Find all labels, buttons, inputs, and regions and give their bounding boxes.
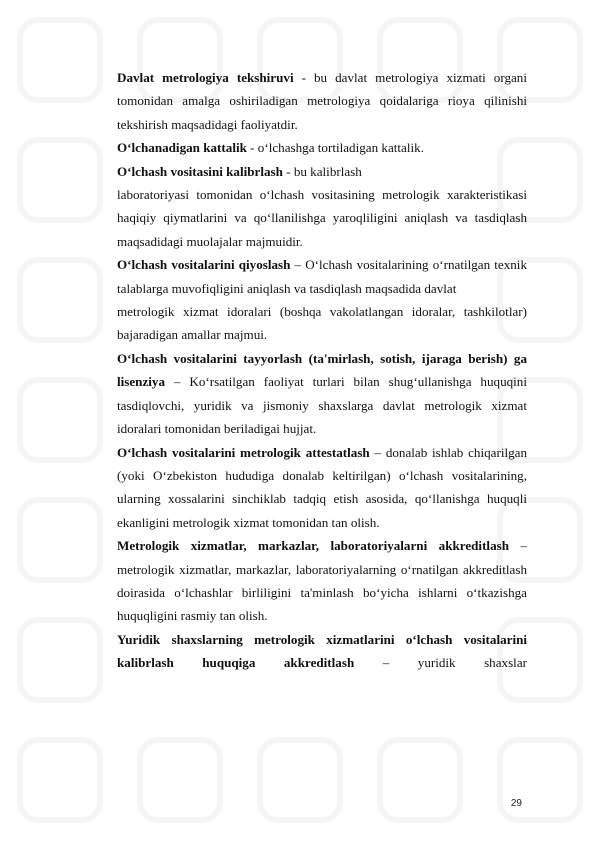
definition-term: O‘lchash vositalarini qiyoslash bbox=[117, 257, 291, 273]
definition-term: O‘lchash vositalarini tayyorlash (ta'mirlash, sotish, ijaraga berish) ga lisenziya bbox=[117, 350, 527, 390]
definition-paragraph bbox=[117, 66, 527, 136]
definition-text: - bu davlat metrologiya xizmati organi tomonidan amalga oshiriladigan metrologiya qoidalariga rioya qilinishi tekshirish maqsadidagi faoliyatdir. bbox=[117, 70, 527, 132]
definition-text: – donalab ishlab chiqarilgan (yoki O‘zbekiston hududiga donalab keltirilgan) o‘lchash vositalarining, ularning xossalarini sinchiklab tadqiq etish asosida, qo‘llanishga huquqli ekanligini metrologik xizmat tomonidan tan olish. bbox=[117, 444, 528, 530]
definition-term: Davlat metrologiya tekshiruvi bbox=[117, 70, 294, 85]
definition-term: O‘lchash vositasini kalibrlash bbox=[117, 163, 283, 179]
document-body bbox=[117, 66, 527, 675]
definition-term: Metrologik xizmatlar, markazlar, laboratoriyalarni akkreditlash bbox=[117, 538, 509, 554]
definition-paragraph bbox=[117, 136, 527, 159]
definition-term: O‘lchanadigan kattalik bbox=[117, 140, 247, 156]
definition-text: laboratoriyasi tomonidan o‘lchash vositasining metrologik xarakteristikasi haqiqiy qiymatlarini va qo‘llanilishga yaroqliligini aniqlash va tasdiqlash maqsadidagi muolajalar majmuidir. bbox=[117, 187, 527, 249]
continuation-paragraph bbox=[117, 183, 527, 253]
definition-term: Yuridik shaxslarning metrologik xizmatlarini o‘lchash vositalarini kalibrlash huquqiga akkreditlash bbox=[117, 631, 527, 671]
definition-term: O‘lchash vositalarini metrologik attestatlash bbox=[117, 444, 370, 460]
definition-text: metrologik xizmat idoralari (boshqa vakolatlangan idoralar, tashkilotlar) bajaradigan amallar majmui. bbox=[117, 304, 527, 343]
definition-text: - o‘lchashga tortiladigan kattalik. bbox=[246, 140, 424, 156]
definition-paragraph bbox=[117, 160, 527, 183]
definition-text: – Ko‘rsatilgan faoliyat turlari bilan shug‘ullanishga huquqini tasdiqlovchi, yuridik va jismoniy shaxslarga davlat metrologik xizmat idoralari tomonidan beriladigai hujjat. bbox=[117, 374, 527, 437]
definition-paragraph bbox=[117, 347, 527, 441]
definition-paragraph bbox=[117, 628, 527, 675]
definition-text: - bu kalibrlash bbox=[282, 163, 362, 179]
continuation-paragraph bbox=[117, 300, 527, 347]
page-number: 29 bbox=[510, 798, 522, 809]
definition-text: – yuridik shaxslar bbox=[354, 655, 527, 671]
definition-text: – O‘lchash vositalarining o‘rnatilgan texnik talablarga muvofiqligini aniqlash va tasdiqlash maqsadida davlat bbox=[117, 257, 527, 296]
definition-text: – metrologik xizmatlar, markazlar, laboratoriyalarning o‘rnatilgan akkreditlash doirasida o‘lchashlar birliligini ta'minlash bo‘yicha ishlarni o‘tkazishga huquqligini rasmiy tan olish. bbox=[117, 538, 527, 624]
definition-paragraph bbox=[117, 253, 527, 300]
definition-paragraph bbox=[117, 441, 527, 535]
definition-paragraph bbox=[117, 534, 527, 628]
